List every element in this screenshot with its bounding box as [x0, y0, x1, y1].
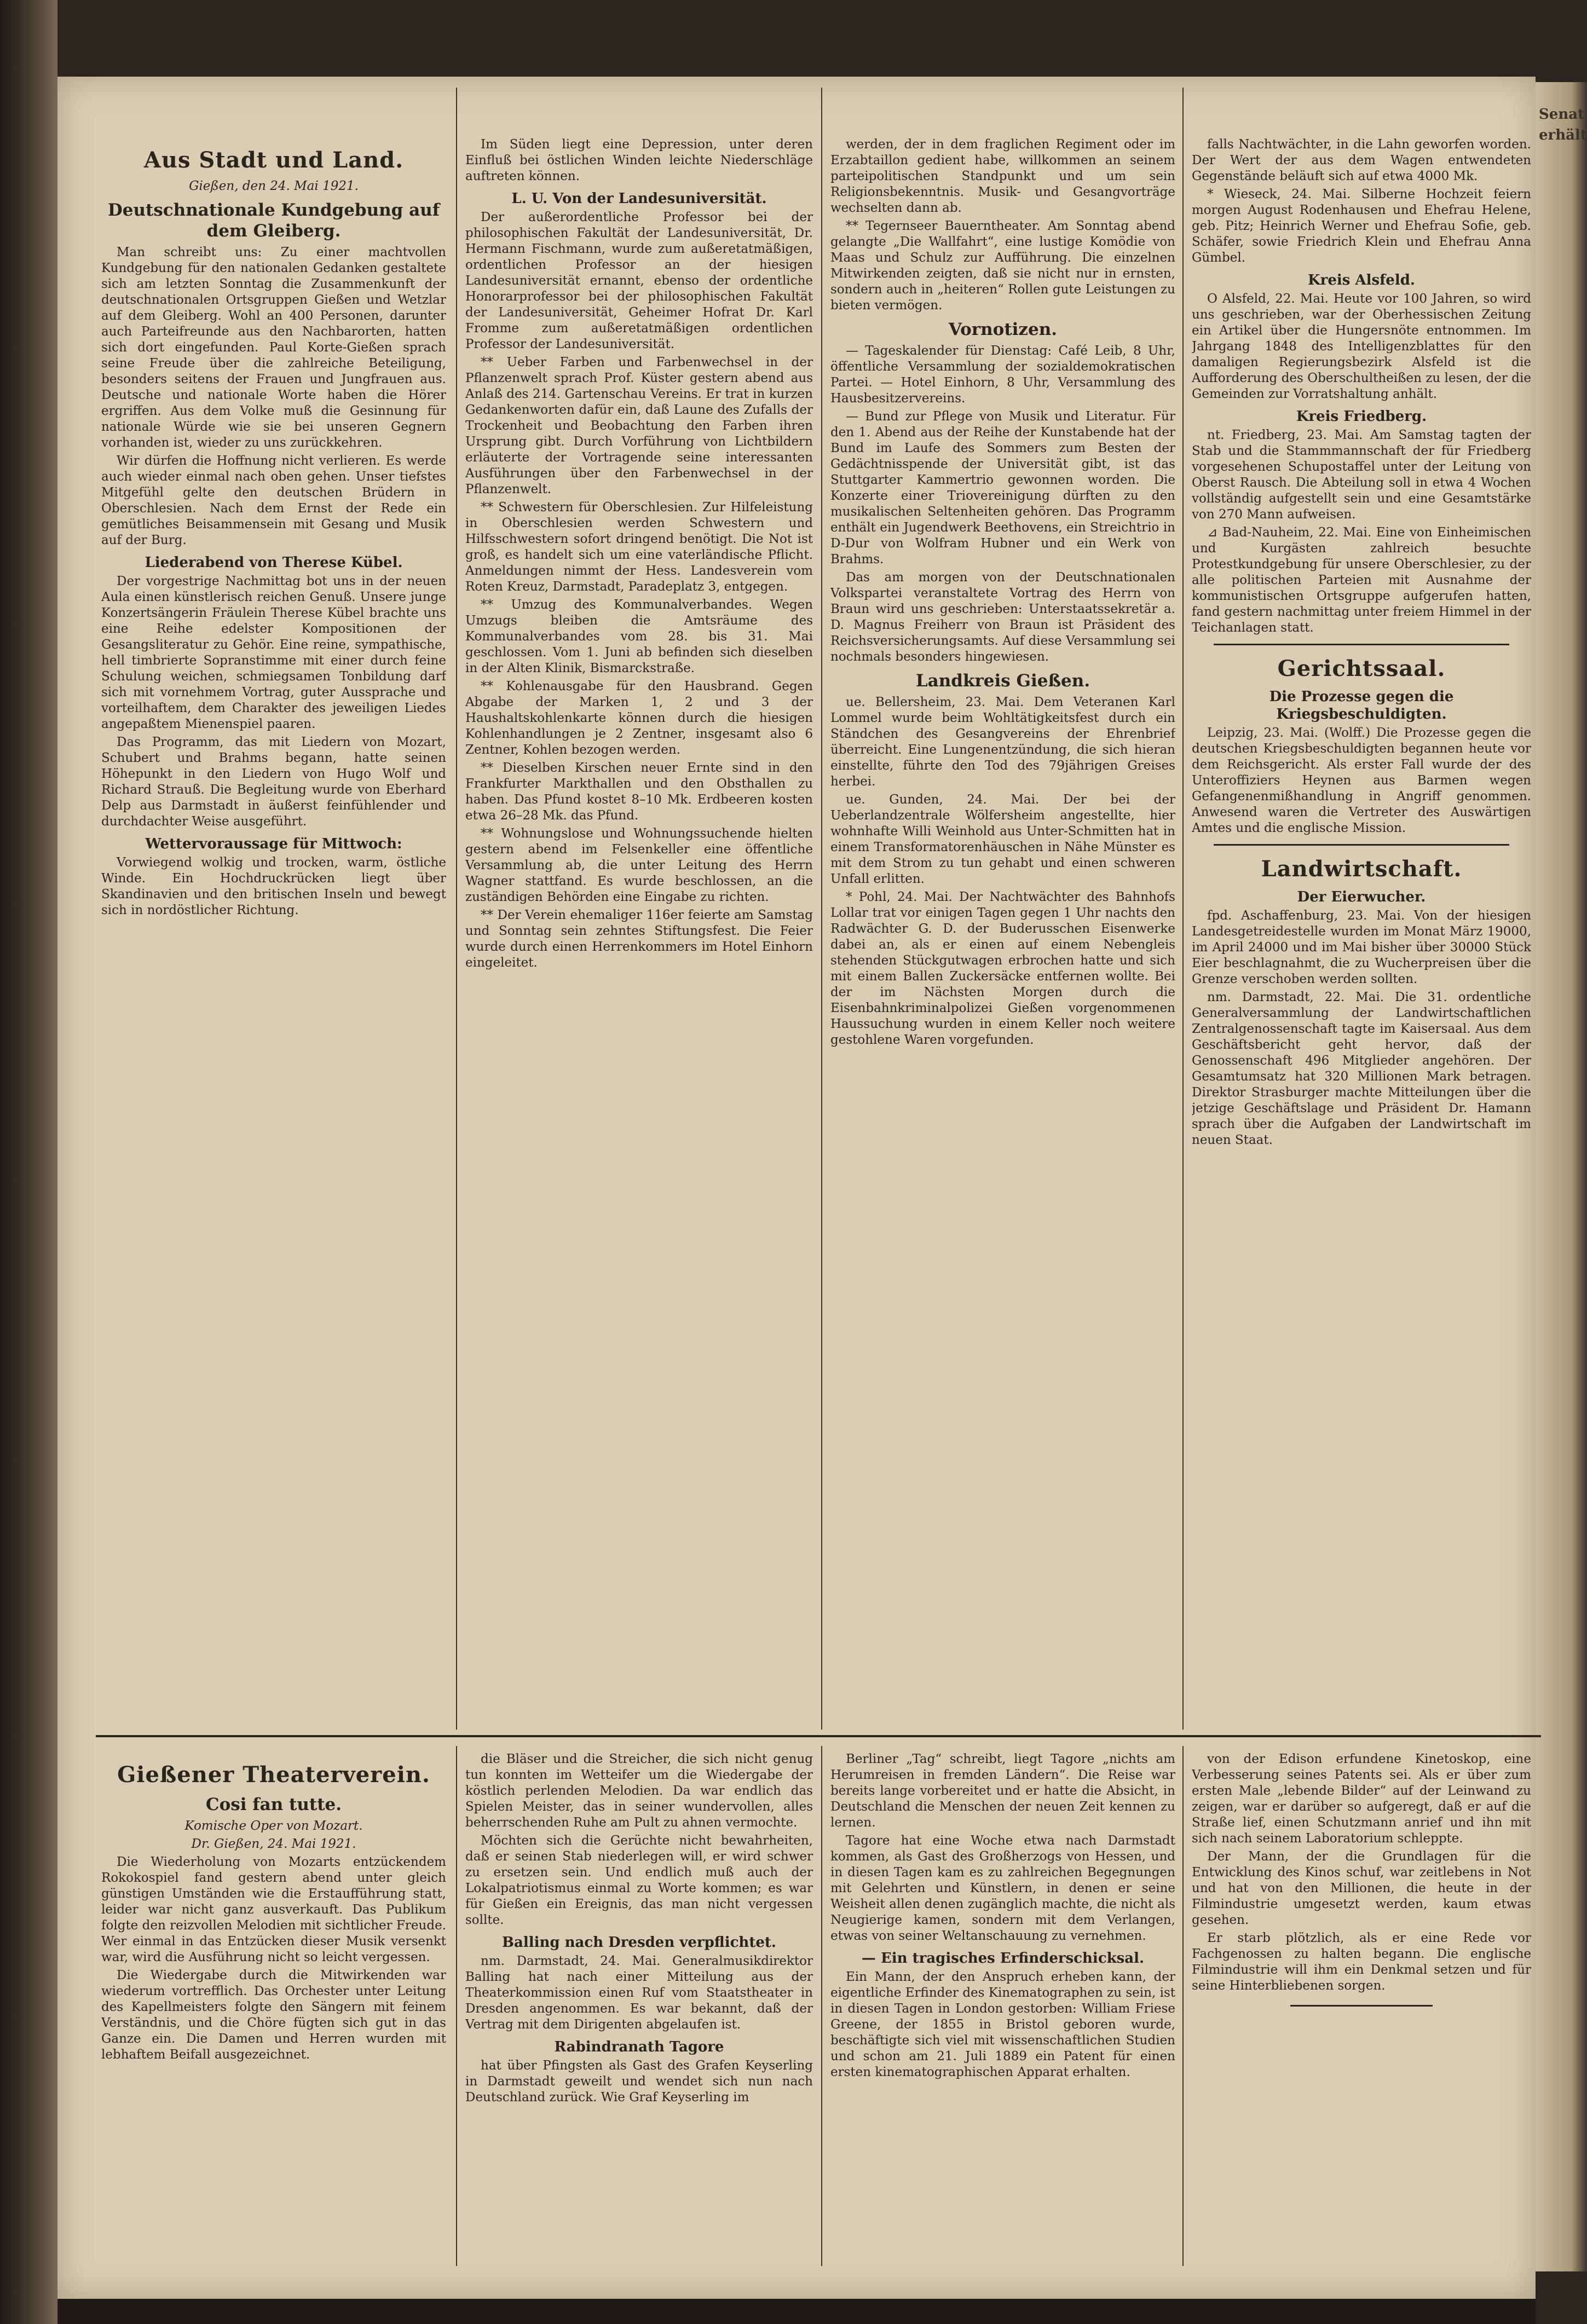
article-subtitle: Komische Oper von Mozart.: [184, 1819, 363, 1833]
section-rule: [1214, 844, 1509, 846]
article-paragraph: ** Umzug des Kommunalverbandes. Wegen Umzugs bleiben die Amtsräume des Kommunalverbandes vom 28. bis 31. Mai geschlossen. Vom 1. Juni ab befinden sich dieselben in der Alten Klinik, Bismarckstraße.: [465, 598, 813, 675]
article-paragraph: Tagore hat eine Woche etwa nach Darmstadt kommen, als Gast des Großherzogs von Hessen, und in diesen Tagen kam es zu zahlreichen Begegnungen mit Gelehrten und Künstlern, in denen er seine Weisheit allen denen zugänglich machte, die nicht als Neugierige kamen, sondern mit dem Verlangen, etwas von seiner Weltanschauung zu vernehmen.: [830, 1834, 1175, 1943]
article-paragraph: Die Wiedergabe durch die Mitwirkenden war wiederum vortrefflich. Das Orchester unter Leitung des Kapellmeisters folgte den Sängern mit feinem Verständnis, und die Chöre fügten sich gut in das Ganze ein. Die Damen und Herren wurden mit lebhaftem Beifall ausgezeichnet.: [101, 1968, 446, 2062]
article-paragraph: ue. Gunden, 24. Mai. Der bei der Ueberlandzentrale Wölfersheim angestellte, hier wohnhafte Willi Weinhold aus Unter-Schmitten hat in einem Transformatorenhäuschen in Nähe Münster es mit dem Strom zu tun gehabt und einen schweren Unfall erlitten.: [830, 793, 1175, 886]
article-paragraph: nm. Darmstadt, 22. Mai. Die 31. ordentliche Generalversammlung der Landwirtschaftlichen Zentralgenossenschaft tagte im Kaisersaal. Aus dem Geschäftsbericht geht hervor, daß der Genossenschaft 496 Mitglieder angehören. Der Gesamtumsatz hat 320 Millionen Mark betragen. Direktor Strasburger machte Mitteilungen über die jetzige Geschäftslage und Präsident Dr. Hamann sprach über die Aufgaben der Landwirtschaft im neuen Staat.: [1192, 990, 1531, 1147]
article-paragraph: ⊿ Bad-Nauheim, 22. Mai. Eine von Einheimischen und Kurgästen zahlreich besuchte Protestkundgebung für unsere Oberschlesier, zu der alle politischen Parteien mit Ausnahme der kommunistischen Ortsgruppe aufgerufen hatten, fand gestern nachmittag unter freiem Himmel in der Teichanlagen statt.: [1192, 525, 1531, 635]
section-rule: [1214, 644, 1509, 645]
article-headline: Kreis Friedberg.: [1296, 408, 1427, 425]
article-paragraph: Möchten sich die Gerüchte nicht bewahrheiten, daß er seinen Stab niederlegen will, er wird schwer zu ersetzen sein. Und endlich muß auch der Lokalpatriotismus einmal zu Worte kommen; es war für Gießen ein Ereignis, das man nicht vergessen sollte.: [465, 1834, 813, 1927]
column-rule: [1182, 1746, 1184, 2266]
column-1: [101, 137, 446, 1730]
column-rule: [821, 1746, 822, 2266]
end-rule: [1290, 2005, 1433, 2007]
article-paragraph: falls Nachtwächter, in die Lahn geworfen worden. Der Wert der aus dem Wagen entwendeten Gegenstände beläuft sich auf etwa 4000 Mk.: [1192, 137, 1531, 183]
article-paragraph: — Bund zur Pflege von Musik und Literatur. Für den 1. Abend aus der Reihe der Kunstabende hat der Bund im Laufe des Sommers zum Besten der Gedächtnisspende der Universität gibt, ist das Stuttgarter Kammertrio gewonnen worden. Die Konzerte einer Triovereinigung dürften zu den musikalischen Seltenheiten gehören. Das Programm enthält ein Jugendwerk Beethovens, ein Streichtrio in D-Dur von Wolfram Hubner und ein Werk von Brahms.: [830, 409, 1175, 566]
column-7: [830, 1751, 1175, 2277]
weather-headline: Wettervoraussage für Mittwoch:: [145, 836, 402, 852]
dateline: Gießen, den 24. Mai 1921.: [189, 179, 359, 193]
article-paragraph: ** Dieselben Kirschen neuer Ernte sind in den Frankfurter Markthallen und den Obsthallen zu haben. Das Pfund kostet 8–10 Mk. Erdbeeren kosten etwa 26–28 Mk. das Pfund.: [465, 761, 813, 823]
article-headline: Deutschnationale Kundgebung auf dem Gleiberg.: [107, 200, 440, 241]
article-paragraph: Der außerordentliche Professor bei der philosophischen Fakultät der Landesuniversität, Dr. Hermann Fischmann, wurde zum außeretatmäßigen, ordentlichen Professor an der hiesigen Landesuniversität ernannt, ebenso der ordentliche Honorarprofessor bei der philosophischen Fakultät der Landesuniversität, Geheimer Hofrat Dr. Karl Fromme zum außeretatmäßigen ordentlichen Professor der Landesuniversität.: [465, 210, 813, 351]
weather-forecast: Vorwiegend wolkig und trocken, warm, östliche Winde. Ein Hochdruckrücken liegt über Skandinavien und den britischen Inseln und bewegt sich in nordöstlicher Richtung.: [101, 855, 446, 917]
article-headline: Balling nach Dresden verpflichtet.: [502, 1934, 776, 1951]
article-paragraph: ue. Bellersheim, 23. Mai. Dem Veteranen Karl Lommel wurde beim Wohltätigkeitsfest durch ein Ständchen des Gesangvereins der Ehrenbrief überreicht. Eine Lungenentzündung, die sich hieran einstellte, führte den Tod des 79jährigen Greises herbei.: [830, 695, 1175, 789]
section-title: Landwirtschaft.: [1261, 856, 1462, 882]
column-3: [830, 137, 1175, 1730]
article-paragraph: nt. Friedberg, 23. Mai. Am Samstag tagten der Stab und die Stammmannschaft der für Friedberg vorgesehenen Schupostaffel unter der Leitung von Oberst Rausch. Die Abteilung soll in etwa 4 Wochen vollständig aufgestellt sein und eine Gesamtstärke von 270 Mann aufweisen.: [1192, 428, 1531, 522]
article-paragraph: O Alsfeld, 22. Mai. Heute vor 100 Jahren, so wird uns geschrieben, war der Oberhessischen Zeitung ein Artikel über die Hungersnöte entnommen. Im Jahrgang 1848 des Intelligenzblattes für den damaligen Regierungsbezirk Alsfeld ist die Aufforderung des Oberschultheißen zu lesen, der die Gemeinden zur Vorratshaltung anhält.: [1192, 292, 1531, 401]
article-paragraph: ** Der Verein ehemaliger 116er feierte am Samstag und Sonntag sein zehntes Stiftungsfest. Die Feier wurde durch einen Herrenkommers im Hotel Einhorn eingeleitet.: [465, 908, 813, 970]
article-headline: Rabindranath Tagore: [554, 2039, 724, 2055]
article-paragraph: die Bläser und die Streicher, die sich nicht genug tun konnten im Wetteifer um die Wiedergabe der köstlich perlenden Melodien. Da war endlich das Spielen Meister, das in seiner wundervollen, alles beherrschenden Ruhe am Pult zu ahnen vermochte.: [465, 1752, 813, 1830]
article-paragraph: Die Wiederholung von Mozarts entzückendem Rokokospiel fand gestern abend unter gleich günstigen Umständen wie die Erstaufführung statt, leider war nicht ganz ausverkauft. Das Publikum folgte den reizvollen Melodien mit sichtlicher Freude. Wer einmal in das Entzücken dieser Musik versenkt war, wird die Ausführung nicht so leicht vergessen.: [101, 1855, 446, 1964]
article-paragraph: Das am morgen von der Deutschnationalen Volkspartei veranstaltete Vortrag des Herrn von Braun wird uns geschrieben: Unterstaatssekretär a. D. Magnus Freiherr von Braun ist Präsident des Reichsversicherungsamts. Auf diese Versammlung sei nochmals besonders hingewiesen.: [830, 570, 1175, 664]
article-paragraph: Wir dürfen die Hoffnung nicht verlieren. Es werde auch wieder einmal nach oben gehen. Unser tiefstes Mitgefühl gelte den deutschen Brüdern in Oberschlesien. Nach dem Ernst der Rede ein gemütliches Beisammensein mit Gesang und Musik auf der Burg.: [101, 454, 446, 547]
article-headline: Kreis Alsfeld.: [1308, 272, 1415, 288]
article-headline: Liederabend von Therese Kübel.: [145, 554, 403, 571]
article-paragraph: Berliner „Tag“ schreibt, liegt Tagore „nichts am Herumreisen in fremden Ländern“. Die Reise war bereits lange vorbereitet und er hatte die Absicht, in Deutschland die Menschen der neuen Zeit kennen zu lernen.: [830, 1752, 1175, 1830]
column-6: [465, 1751, 813, 2277]
article-paragraph: Das Programm, das mit Liedern von Mozart, Schubert und Brahms begann, hatte seinen Höhepunkt in den Liedern von Hugo Wolf und Richard Strauß. Die Begleitung wurde von Eberhard Delp aus Darmstadt in äußerst feinfühlender und durchdachter Weise ausgeführt.: [101, 735, 446, 829]
article-paragraph: ** Ueber Farben und Farbenwechsel in der Pflanzenwelt sprach Prof. Küster gestern abend aus Anlaß des 214. Gartenschau Vereins. Er trat in kurzen Gedankenworten dafür ein, daß Laune des Zufalls der Trockenheit und Beobachtung den Farben ihren Ursprung gibt. Durch Vorführung von Lichtbildern erläuterte der Vortragende seine interessanten Ausführungen über den Farbenwechsel in der Pflanzenwelt.: [465, 355, 813, 496]
article-headline: Vornotizen.: [948, 320, 1058, 339]
column-rule: [456, 88, 457, 1730]
column-rule: [821, 88, 822, 1730]
page-edge-left: [0, 0, 57, 2324]
article-headline: Cosi fan tutte.: [205, 1795, 342, 1814]
article-paragraph: Der vorgestrige Nachmittag bot uns in der neuen Aula einen künstlerisch reichen Genuß. Unsere junge Konzertsängerin Fräulein Therese Kübel brachte uns eine Reihe edelster Kompositionen der Gesangsliteratur zu Gehör. Eine reine, sympathische, hell timbrierte Sopranstimme mit einer durch feine Schulung weichen, schmiegsamen Tonbildung darf sich mit vornehmem Vortrag, guter Aussprache und vorteilhaftem, dem Charakter des jeweiligen Liedes angepaßtem Mienenspiel paaren.: [101, 574, 446, 731]
theater-column: [101, 1751, 446, 2277]
newspaper-page: [57, 77, 1536, 2299]
section-title: Gerichtssaal.: [1277, 656, 1446, 681]
column-rule: [456, 1746, 457, 2266]
article-paragraph: Im Süden liegt eine Depression, unter deren Einfluß bei östlichen Winden leichte Niederschläge auftreten können.: [465, 137, 813, 183]
article-paragraph: hat über Pfingsten als Gast des Grafen Keyserling in Darmstadt geweilt und wendet sich nun nach Deutschland zurück. Wie Graf Keyserling im: [465, 2059, 813, 2105]
section-title: Gießener Theaterverein.: [117, 1762, 430, 1788]
article-paragraph: ** Tegernseer Bauerntheater. Am Sonntag abend gelangte „Die Wallfahrt“, eine lustige Komödie von Maas und Schulz zur Aufführung. Die einzelnen Mitwirkenden zeigten, daß sie nicht nur in ernsten, sondern auch in „heiteren“ Rollen gute Leistungen zu bieten vermögen.: [830, 219, 1175, 313]
article-headline: L. U. Von der Landesuniversität.: [511, 190, 767, 207]
article-paragraph: Leipzig, 23. Mai. (Wolff.) Die Prozesse gegen die deutschen Kriegsbeschuldigten begannen heute vor dem Reichsgericht. Als erster Fall wurde der des Unteroffiziers Heynen aus Barmen wegen Gefangenenmißhandlung in Angriff genommen. Anwesend waren die Vertreter des Auswärtigen Amtes und die englische Mission.: [1192, 726, 1531, 835]
article-paragraph: ** Schwestern für Oberschlesien. Zur Hilfeleistung in Oberschlesien werden Schwestern und Hilfsschwestern sofort dringend benötigt. Die Not ist groß, es handelt sich um eine vaterländische Pflicht. Anmeldungen nimmt der Hess. Landesverein vom Roten Kreuz, Darmstadt, Paradeplatz 3, entgegen.: [465, 500, 813, 594]
article-paragraph: Er starb plötzlich, als er eine Rede vor Fachgenossen zu halten begann. Die englische Filmindustrie will ihm ein Denkmal setzen und für seine Hinterbliebenen sorgen.: [1192, 1931, 1531, 1993]
article-paragraph: * Pohl, 24. Mai. Der Nachtwächter des Bahnhofs Lollar trat vor einigen Tagen gegen 1 Uhr nachts den Radwächter G. D. der Buderusschen Eisenwerke dabei an, als er einen auf einem Nebengleis stehenden Stückgutwagen erbrochen hatte und sich mit einem Ballen Zuckersäcke entfernen wollte. Bei der im Nächsten Morgen durch die Eisenbahnkriminalpolizei Gießen vorgenommenen Haussuchung wurden in einem Keller noch weitere gestohlene Waren vorgefunden.: [830, 890, 1175, 1047]
column-4: [1192, 137, 1531, 1730]
adjacent-page-text: Senat erhält: [1539, 106, 1587, 143]
section-divider: [96, 1735, 1541, 1737]
article-headline: Die Prozesse gegen die Kriegsbeschuldigten.: [1269, 689, 1454, 722]
adjacent-page-strip: [1536, 82, 1587, 2271]
section-title: Aus Stadt und Land.: [143, 147, 404, 173]
article-headline: Der Eierwucher.: [1297, 889, 1426, 905]
article-paragraph: * Wieseck, 24. Mai. Silberne Hochzeit feiern morgen August Rodenhausen und Ehefrau Helene, geb. Pitz; Heinrich Werner und Ehefrau Sofie, geb. Schäfer, sowie Friedrich Klein und Ehefrau Anna Gümbel.: [1192, 187, 1531, 265]
article-paragraph: Man schreibt uns: Zu einer machtvollen Kundgebung für den nationalen Gedanken gestaltete sich am letzten Sonntag die Zusammenkunft der deutschnationalen Ortsgruppen Gießen und Wetzlar auf dem Gleiberg. Wohl an 400 Personen, darunter auch Parteifreunde aus den Nachbarorten, hatten sich dort eingefunden. Paul Korte-Gießen sprach seine Freude über die zahlreiche Beteiligung, besonders seitens der Frauen und Jungfrauen aus. Deutsche und nationale Worte haben die Hörer ergriffen. Aus dem Volke muß die Gesinnung für nationale Würde wie sie bei unseren Gegnern vorhanden ist, wieder zu uns zurückkehren.: [101, 245, 446, 450]
article-headline: Landkreis Gießen.: [915, 671, 1090, 691]
article-paragraph: Der Mann, der die Grundlagen für die Entwicklung des Kinos schuf, war zeitlebens in Not und hat von den Millionen, die heute in der Filmindustrie umgesetzt werden, kaum etwas gesehen.: [1192, 1849, 1531, 1927]
article-headline: — Ein tragisches Erfinderschicksal.: [861, 1950, 1145, 1967]
article-paragraph: werden, der in dem fraglichen Regiment oder im Erzabtaillon gedient habe, willkommen an seinem parteipolitischen Standpunkt und um sein Religionsbekenntnis. Musik- und Gesangvorträge wechselten dann ab.: [830, 137, 1175, 215]
dateline: Dr. Gießen, 24. Mai 1921.: [191, 1837, 356, 1851]
article-paragraph: ** Wohnungslose und Wohnungssuchende hielten gestern abend im Felsenkeller eine öffentliche Versammlung ab, die unter Leitung des Herrn Wagner stattfand. Es wurde beschlossen, an die zuständigen Behörden eine Eingabe zu richten.: [465, 826, 813, 904]
article-paragraph: — Tageskalender für Dienstag: Café Leib, 8 Uhr, öffentliche Versammlung der sozialdemokratischen Partei. — Hotel Einhorn, 8 Uhr, Versammlung des Hausbesitzervereins.: [830, 344, 1175, 406]
article-paragraph: ** Kohlenausgabe für den Hausbrand. Gegen Abgabe der Marken 1, 2 und 3 der Haushaltskohlenkarte können durch die hiesigen Kohlenhandlungen je 2 Zentner, insgesamt also 6 Zentner, Kohlen bezogen werden.: [465, 679, 813, 757]
page-edge-bottom: [57, 2299, 1536, 2324]
article-paragraph: nm. Darmstadt, 24. Mai. Generalmusikdirektor Balling hat nach einer Mitteilung aus der Theaterkommission einen Ruf vom Staatstheater in Dresden angenommen. Es war bekannt, daß der Vertrag mit dem Dirigenten abgelaufen ist.: [465, 1954, 813, 2032]
article-paragraph: fpd. Aschaffenburg, 23. Mai. Von der hiesigen Landesgetreidestelle wurden im Monat März 19000, im April 24000 und im Mai bisher über 30000 Stück Eier beschlagnahmt, die zu Wucherpreisen über die Grenze verschoben werden sollten.: [1192, 909, 1531, 986]
article-paragraph: von der Edison erfundene Kinetoskop, eine Verbesserung seines Patents sei. Als er über zum ersten Male „lebende Bilder“ auf der Leinwand zu zeigen, war er darüber so aufgeregt, daß er auf die Straße lief, einen Schutzmann anrief und ihn mit sich nach seinem Laboratorium schleppte.: [1192, 1752, 1531, 1846]
article-paragraph: Ein Mann, der den Anspruch erheben kann, der eigentliche Erfinder des Kinematographen zu sein, ist in diesen Tagen in London gestorben: William Friese Greene, der 1855 in Bristol geboren wurde, beschäftigte sich viel mit wissenschaftlichen Studien und schon am 21. Juli 1889 ein Patent für einen ersten kinematographischen Apparat erhalten.: [830, 1970, 1175, 2079]
column-8: [1192, 1751, 1531, 2277]
column-2: [465, 137, 813, 1730]
column-rule: [1182, 88, 1184, 1730]
